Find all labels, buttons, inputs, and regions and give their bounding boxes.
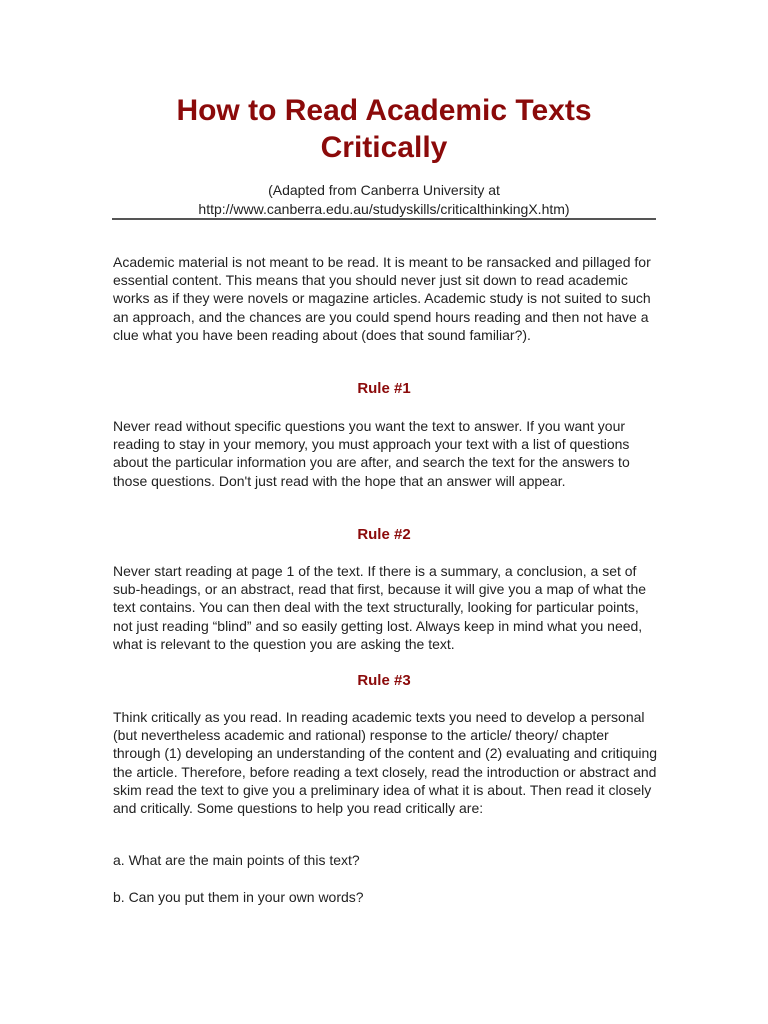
question-a: a. What are the main points of this text?	[113, 852, 360, 868]
title-divider	[112, 218, 656, 220]
title-line-1: How to Read Academic Texts	[176, 94, 592, 127]
rule-1-heading: Rule #1	[357, 380, 411, 397]
rule-3-heading: Rule #3	[357, 672, 411, 689]
intro-paragraph: Academic material is not meant to be read. It is meant to be ransacked and pillaged for essential content. This means that you should never just sit down to read academic works as if they were novels or magazine articles. Academic study is not suited to such an approach, and the chances are you could spend hours reading and then not have a clue what you have been reading about (does that sound familiar?).	[113, 254, 651, 343]
rule-1-paragraph: Never read without specific questions you want the text to answer. If you want your reading to stay in your memory, you must approach your text with a list of questions about the particular information you are after, and search the text for the answers to those questions. Don't just read with the hope that an answer will appear.	[113, 418, 630, 489]
title-line-2: Critically	[320, 131, 448, 164]
source-attribution	[112, 181, 656, 219]
source-line-1: (Adapted from Canberra University at	[268, 182, 500, 198]
rule-2-heading: Rule #2	[357, 526, 411, 543]
source-url: http://www.canberra.edu.au/studyskills/criticalthinkingX.htm)	[198, 201, 570, 217]
document-title	[112, 92, 656, 166]
question-b: b. Can you put them in your own words?	[113, 889, 364, 905]
rule-3-paragraph: Think critically as you read. In reading academic texts you need to develop a personal (but nevertheless academic and rational) response to the article/ theory/ chapter through (1) developing an understanding of the content and (2) evaluating and critiquing the article. Therefore, before reading a text closely, read the introduction or abstract and skim read the text to give you a preliminary idea of what it is about. Then read it closely and critically. Some questions to help you read critically are:	[113, 709, 658, 817]
rule-2-paragraph: Never start reading at page 1 of the text. If there is a summary, a conclusion, a set of sub-headings, or an abstract, read that first, because it will give you a map of what the text contains. You can then deal with the text structurally, looking for particular points, not just reading “blind” and so easily getting lost. Always keep in mind what you need, what is relevant to the question you are asking the text.	[113, 563, 647, 652]
